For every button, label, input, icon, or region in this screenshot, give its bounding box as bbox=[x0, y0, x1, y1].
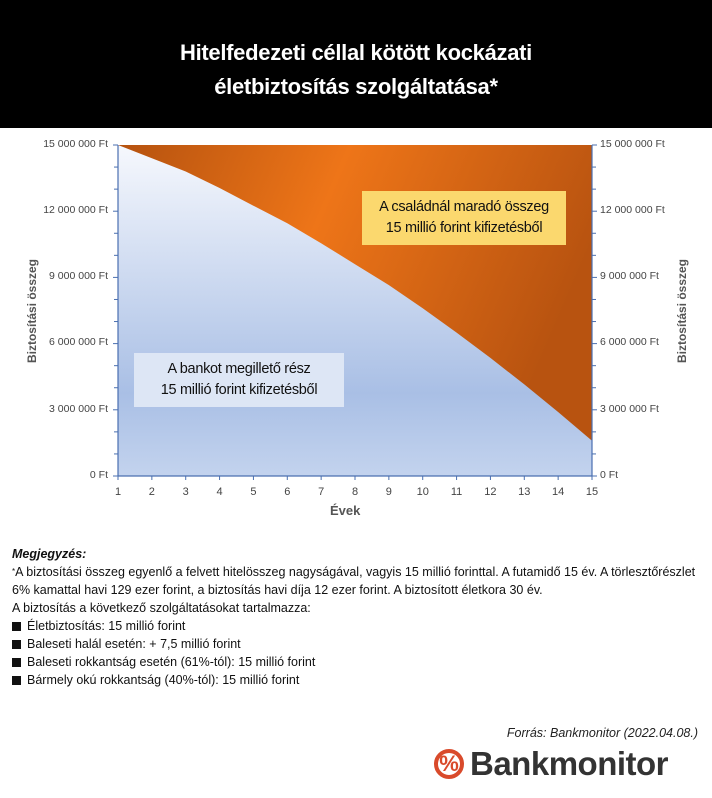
x-tick: 1 bbox=[114, 486, 122, 498]
family-share-line2: 15 millió forint kifizetésből bbox=[385, 220, 543, 236]
chart-title-line1: Hitelfedezeti céllal kötött kockázati bbox=[179, 40, 532, 65]
x-tick: 2 bbox=[148, 486, 155, 498]
bank-share-label bbox=[134, 353, 344, 407]
bullet-item bbox=[12, 653, 702, 671]
y-right-tick-9m: 9 000 000 Ft bbox=[600, 270, 659, 282]
x-axis-title: Évek bbox=[330, 503, 361, 518]
y-right-tick-15m: 15 000 000 Ft bbox=[600, 138, 665, 150]
y-right-tick-6m: 6 000 000 Ft bbox=[600, 336, 659, 348]
source-credit: Forrás: Bankmonitor (2022.04.08.) bbox=[506, 726, 698, 740]
square-bullet-icon bbox=[12, 676, 21, 685]
bullet-text: Életbiztosítás: 15 millió forint bbox=[27, 619, 186, 633]
y-right-tick-12m: 12 000 000 Ft bbox=[600, 204, 665, 216]
x-tick: 5 bbox=[250, 486, 257, 498]
x-tick: 13 bbox=[518, 486, 531, 498]
logo-name: Bankmonitor bbox=[470, 745, 669, 782]
chart-plot bbox=[0, 128, 712, 528]
square-bullet-icon bbox=[12, 658, 21, 667]
bullet-item bbox=[12, 635, 702, 653]
footnote bbox=[12, 545, 702, 689]
asterisk: * bbox=[12, 567, 16, 576]
y-tick-6m: 6 000 000 Ft bbox=[49, 336, 108, 348]
square-bullet-icon bbox=[12, 640, 21, 649]
family-share-line1: A családnál maradó összeg bbox=[379, 199, 549, 215]
x-tick: 7 bbox=[318, 486, 325, 498]
y-tick-3m: 3 000 000 Ft bbox=[49, 403, 108, 415]
bank-share-line1: A bankot megillető rész bbox=[167, 361, 311, 377]
title-banner bbox=[0, 0, 712, 128]
x-tick: 6 bbox=[284, 486, 291, 498]
bankmonitor-logo bbox=[434, 742, 668, 786]
chart-title-line2: életbiztosítás szolgáltatása* bbox=[214, 74, 498, 99]
bullet-item bbox=[12, 617, 702, 635]
y-tick-9m: 9 000 000 Ft bbox=[49, 270, 108, 282]
bank-share-line2: 15 millió forint kifizetésből bbox=[160, 382, 318, 398]
x-tick: 15 bbox=[585, 486, 599, 498]
x-tick: 10 bbox=[416, 486, 429, 498]
x-tick: 14 bbox=[552, 486, 565, 498]
y-right-tick-3m: 3 000 000 Ft bbox=[600, 403, 659, 415]
y-right-tick-0: 0 Ft bbox=[600, 469, 619, 481]
bullet-text: Baleseti rokkantság esetén (61%-tól): 15 millió forint bbox=[27, 655, 316, 669]
bullet-text: Bármely okú rokkantság (40%-tól): 15 millió forint bbox=[27, 673, 300, 687]
note-title: Megjegyzés: bbox=[12, 547, 87, 561]
note-line2: A biztosítás a következő szolgáltatásokat tartalmazza: bbox=[12, 601, 311, 615]
note-text bbox=[12, 563, 702, 599]
y-axis-title-left: Biztosítási összeg bbox=[25, 258, 39, 364]
y-tick-15m: 15 000 000 Ft bbox=[43, 138, 108, 150]
x-tick: 11 bbox=[450, 486, 463, 498]
x-tick: 3 bbox=[182, 486, 189, 498]
bullet-item bbox=[12, 671, 702, 689]
square-bullet-icon bbox=[12, 622, 21, 631]
area-chart bbox=[0, 128, 712, 528]
percent-icon: % bbox=[434, 749, 464, 779]
y-tick-0: 0 Ft bbox=[89, 469, 108, 481]
x-tick: 8 bbox=[351, 486, 359, 498]
bullet-text: Baleseti halál esetén: + 7,5 millió forint bbox=[27, 637, 241, 651]
y-tick-12m: 12 000 000 Ft bbox=[43, 204, 108, 216]
x-tick: 9 bbox=[385, 486, 392, 498]
y-axis-title-right: Biztosítási összeg bbox=[675, 258, 689, 364]
family-share-label bbox=[362, 191, 566, 245]
x-tick: 4 bbox=[216, 486, 223, 498]
x-tick: 12 bbox=[484, 486, 497, 498]
note-line1: A biztosítási összeg egyenlő a felvett hitelösszeg nagyságával, vagyis 15 millió forinttal. A futamidő 15 év. A törlesztőrészlet 6% kamattal havi 129 ezer forint, a biztosítás havi díja 12 ezer forint. A biztosított életkora 30 év. bbox=[12, 565, 696, 597]
